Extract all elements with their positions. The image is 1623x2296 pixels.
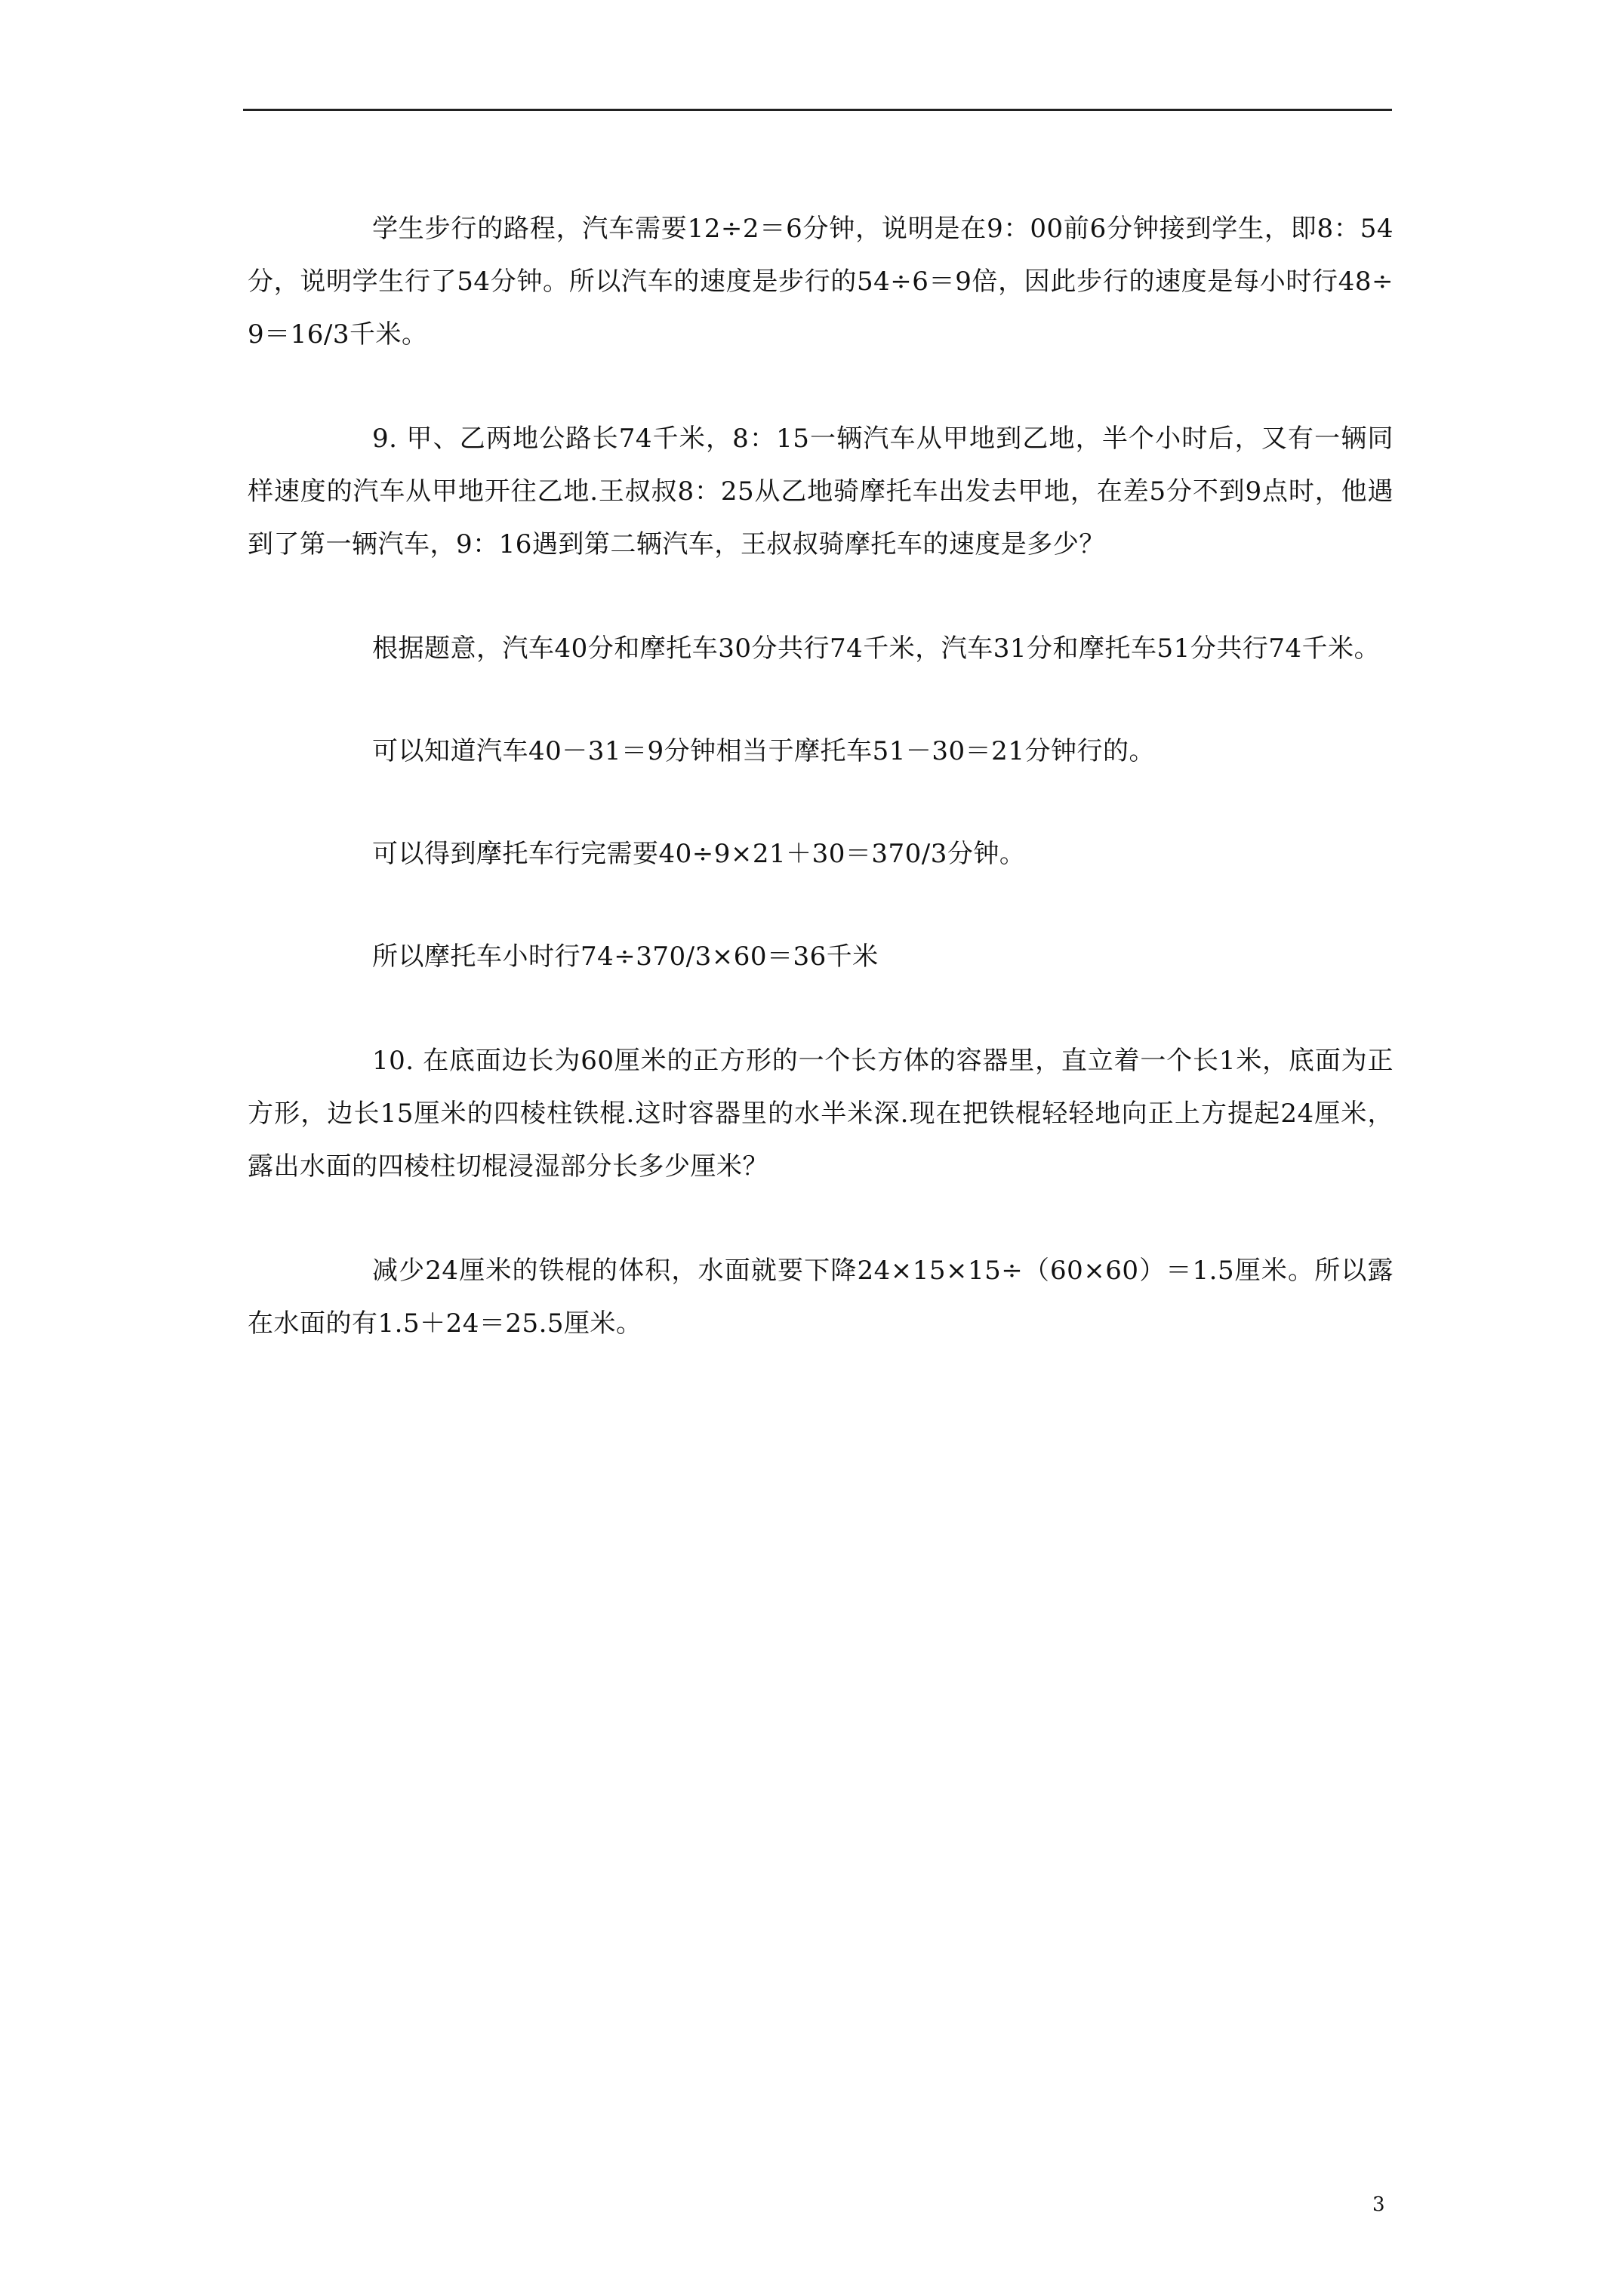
header-rule [243, 109, 1392, 111]
page-number: 3 [1372, 2193, 1385, 2216]
solution-9-paragraph-4: 所以摩托车小时行74÷370/3×60＝36千米 [372, 942, 879, 972]
solution-paragraph-8: 学生步行的路程，汽车需要12÷2＝6分钟，说明是在9：00前6分钟接到学生，即8：54分，说明学生行了54分钟。所以汽车的速度是步行的54÷6＝9倍，因此步行的速度是每小时行48÷9＝16/3千米。 [248, 214, 1394, 350]
solution-10-paragraph: 减少24厘米的铁棍的体积，水面就要下降24×15×15÷（60×60）＝1.5厘米。所以露在水面的有1.5＋24＝25.5厘米。 [248, 1256, 1394, 1339]
solution-9-paragraph-3: 可以得到摩托车行完需要40÷9×21＋30＝370/3分钟。 [372, 839, 1026, 869]
problem-10-paragraph: 10. 在底面边长为60厘米的正方形的一个长方体的容器里，直立着一个长1米，底面为正方形，边长15厘米的四棱柱铁棍.这时容器里的水半米深.现在把铁棍轻轻地向正上方提起24厘米，露出水面的四棱柱切棍浸湿部分长多少厘米？ [248, 1046, 1394, 1182]
problem-9-paragraph: 9. 甲、乙两地公路长74千米，8：15一辆汽车从甲地到乙地，半个小时后，又有一辆同样速度的汽车从甲地开往乙地.王叔叔8：25从乙地骑摩托车出发去甲地，在差5分不到9点时，他遇到了第一辆汽车，9：16遇到第二辆汽车，王叔叔骑摩托车的速度是多少？ [248, 424, 1394, 559]
solution-9-paragraph-2: 可以知道汽车40－31＝9分钟相当于摩托车51－30＝21分钟行的。 [372, 736, 1155, 766]
solution-9-paragraph-1: 根据题意，汽车40分和摩托车30分共行74千米，汽车31分和摩托车51分共行74千米。 [372, 633, 1381, 664]
document-body [248, 202, 1394, 1350]
